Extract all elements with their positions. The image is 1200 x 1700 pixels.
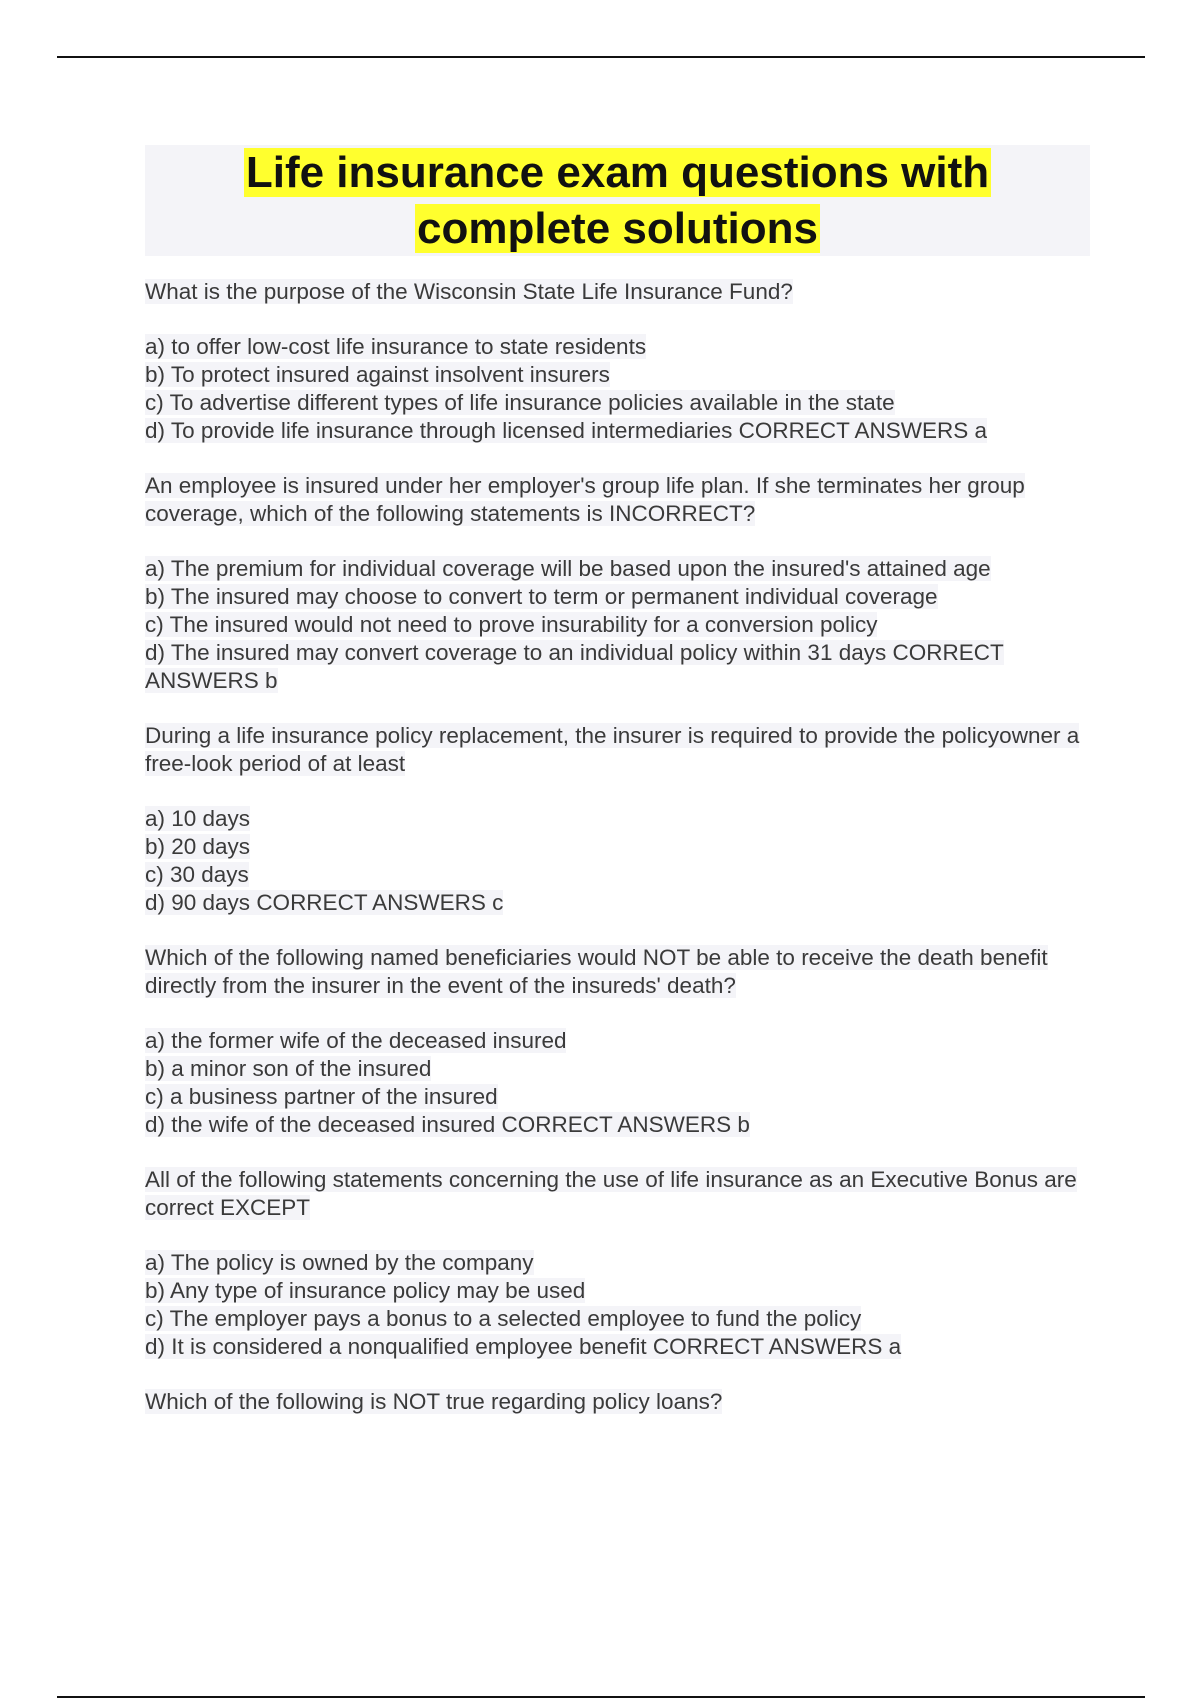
question-text-content: An employee is insured under her employer's group life plan. If she terminates her group coverage, which of the following statements is INCORRECT? [145, 473, 1025, 526]
question-block [145, 1388, 1090, 1416]
question-block [145, 278, 1090, 445]
title-line-1: Life insurance exam questions with [245, 148, 990, 197]
question-text [145, 1388, 1090, 1416]
question-text [145, 944, 1090, 1000]
answer-option-text: d) 90 days CORRECT ANSWERS c [145, 890, 504, 915]
answer-option [145, 861, 1090, 889]
answer-option-text: a) 10 days [145, 806, 251, 831]
question-text-content: All of the following statements concerning the use of life insurance as an Executive Bonus are correct EXCEPT [145, 1167, 1077, 1220]
question-block [145, 722, 1090, 917]
answer-options [145, 1027, 1090, 1139]
answer-option [145, 333, 1090, 361]
document-page [145, 145, 1090, 1443]
question-text-content: Which of the following is NOT true regarding policy loans? [145, 1389, 723, 1414]
answer-option [145, 889, 1090, 917]
question-text [145, 722, 1090, 778]
answer-option [145, 555, 1090, 583]
answer-option-text: b) a minor son of the insured [145, 1056, 432, 1081]
answer-option [145, 1305, 1090, 1333]
answer-option-text: a) the former wife of the deceased insured [145, 1028, 567, 1053]
question-text-content: What is the purpose of the Wisconsin State Life Insurance Fund? [145, 279, 793, 304]
question-block [145, 472, 1090, 695]
answer-option [145, 361, 1090, 389]
answer-option [145, 1083, 1090, 1111]
answer-options [145, 555, 1090, 695]
answer-option [145, 1249, 1090, 1277]
answer-option [145, 833, 1090, 861]
answer-option-text: a) The premium for individual coverage will be based upon the insured's attained age [145, 556, 991, 581]
answer-option [145, 1027, 1090, 1055]
answer-option-text: d) It is considered a nonqualified employee benefit CORRECT ANSWERS a [145, 1334, 902, 1359]
answer-option-text: b) The insured may choose to convert to term or permanent individual coverage [145, 584, 938, 609]
answer-option [145, 639, 1090, 695]
answer-option [145, 611, 1090, 639]
answer-option [145, 389, 1090, 417]
answer-option [145, 1111, 1090, 1139]
title-block [145, 145, 1090, 256]
question-text [145, 1166, 1090, 1222]
answer-options [145, 1249, 1090, 1361]
answer-option-text: c) To advertise different types of life insurance policies available in the state [145, 390, 895, 415]
question-text [145, 278, 1090, 306]
answer-option-text: c) The insured would not need to prove insurability for a conversion policy [145, 612, 878, 637]
question-text-content: During a life insurance policy replacement, the insurer is required to provide the policyowner a free-look period of at least [145, 723, 1080, 776]
question-text [145, 472, 1090, 528]
question-block [145, 1166, 1090, 1361]
answer-option [145, 583, 1090, 611]
answer-option-text: c) a business partner of the insured [145, 1084, 498, 1109]
answer-option-text: d) the wife of the deceased insured CORRECT ANSWERS b [145, 1112, 750, 1137]
answer-option [145, 1277, 1090, 1305]
question-block [145, 944, 1090, 1139]
answer-option-text: d) To provide life insurance through licensed intermediaries CORRECT ANSWERS a [145, 418, 988, 443]
question-list [145, 278, 1090, 1416]
answer-option [145, 1333, 1090, 1361]
answer-option-text: a) to offer low-cost life insurance to state residents [145, 334, 647, 359]
top-rule [57, 56, 1145, 58]
document-title [145, 145, 1090, 257]
title-line-2: complete solutions [417, 204, 818, 253]
answer-option [145, 417, 1090, 445]
answer-options [145, 805, 1090, 917]
answer-option-text: d) The insured may convert coverage to an individual policy within 31 days CORRECT ANSWERS b [145, 640, 1004, 693]
answer-option-text: c) The employer pays a bonus to a selected employee to fund the policy [145, 1306, 862, 1331]
answer-option-text: c) 30 days [145, 862, 249, 887]
answer-option-text: b) 20 days [145, 834, 251, 859]
answer-option [145, 805, 1090, 833]
answer-option-text: b) To protect insured against insolvent insurers [145, 362, 610, 387]
bottom-rule [57, 1696, 1145, 1698]
answer-options [145, 333, 1090, 445]
answer-option-text: a) The policy is owned by the company [145, 1250, 534, 1275]
answer-option [145, 1055, 1090, 1083]
answer-option-text: b) Any type of insurance policy may be used [145, 1278, 586, 1303]
question-text-content: Which of the following named beneficiaries would NOT be able to receive the death benefit directly from the insurer in the event of the insureds' death? [145, 945, 1048, 998]
